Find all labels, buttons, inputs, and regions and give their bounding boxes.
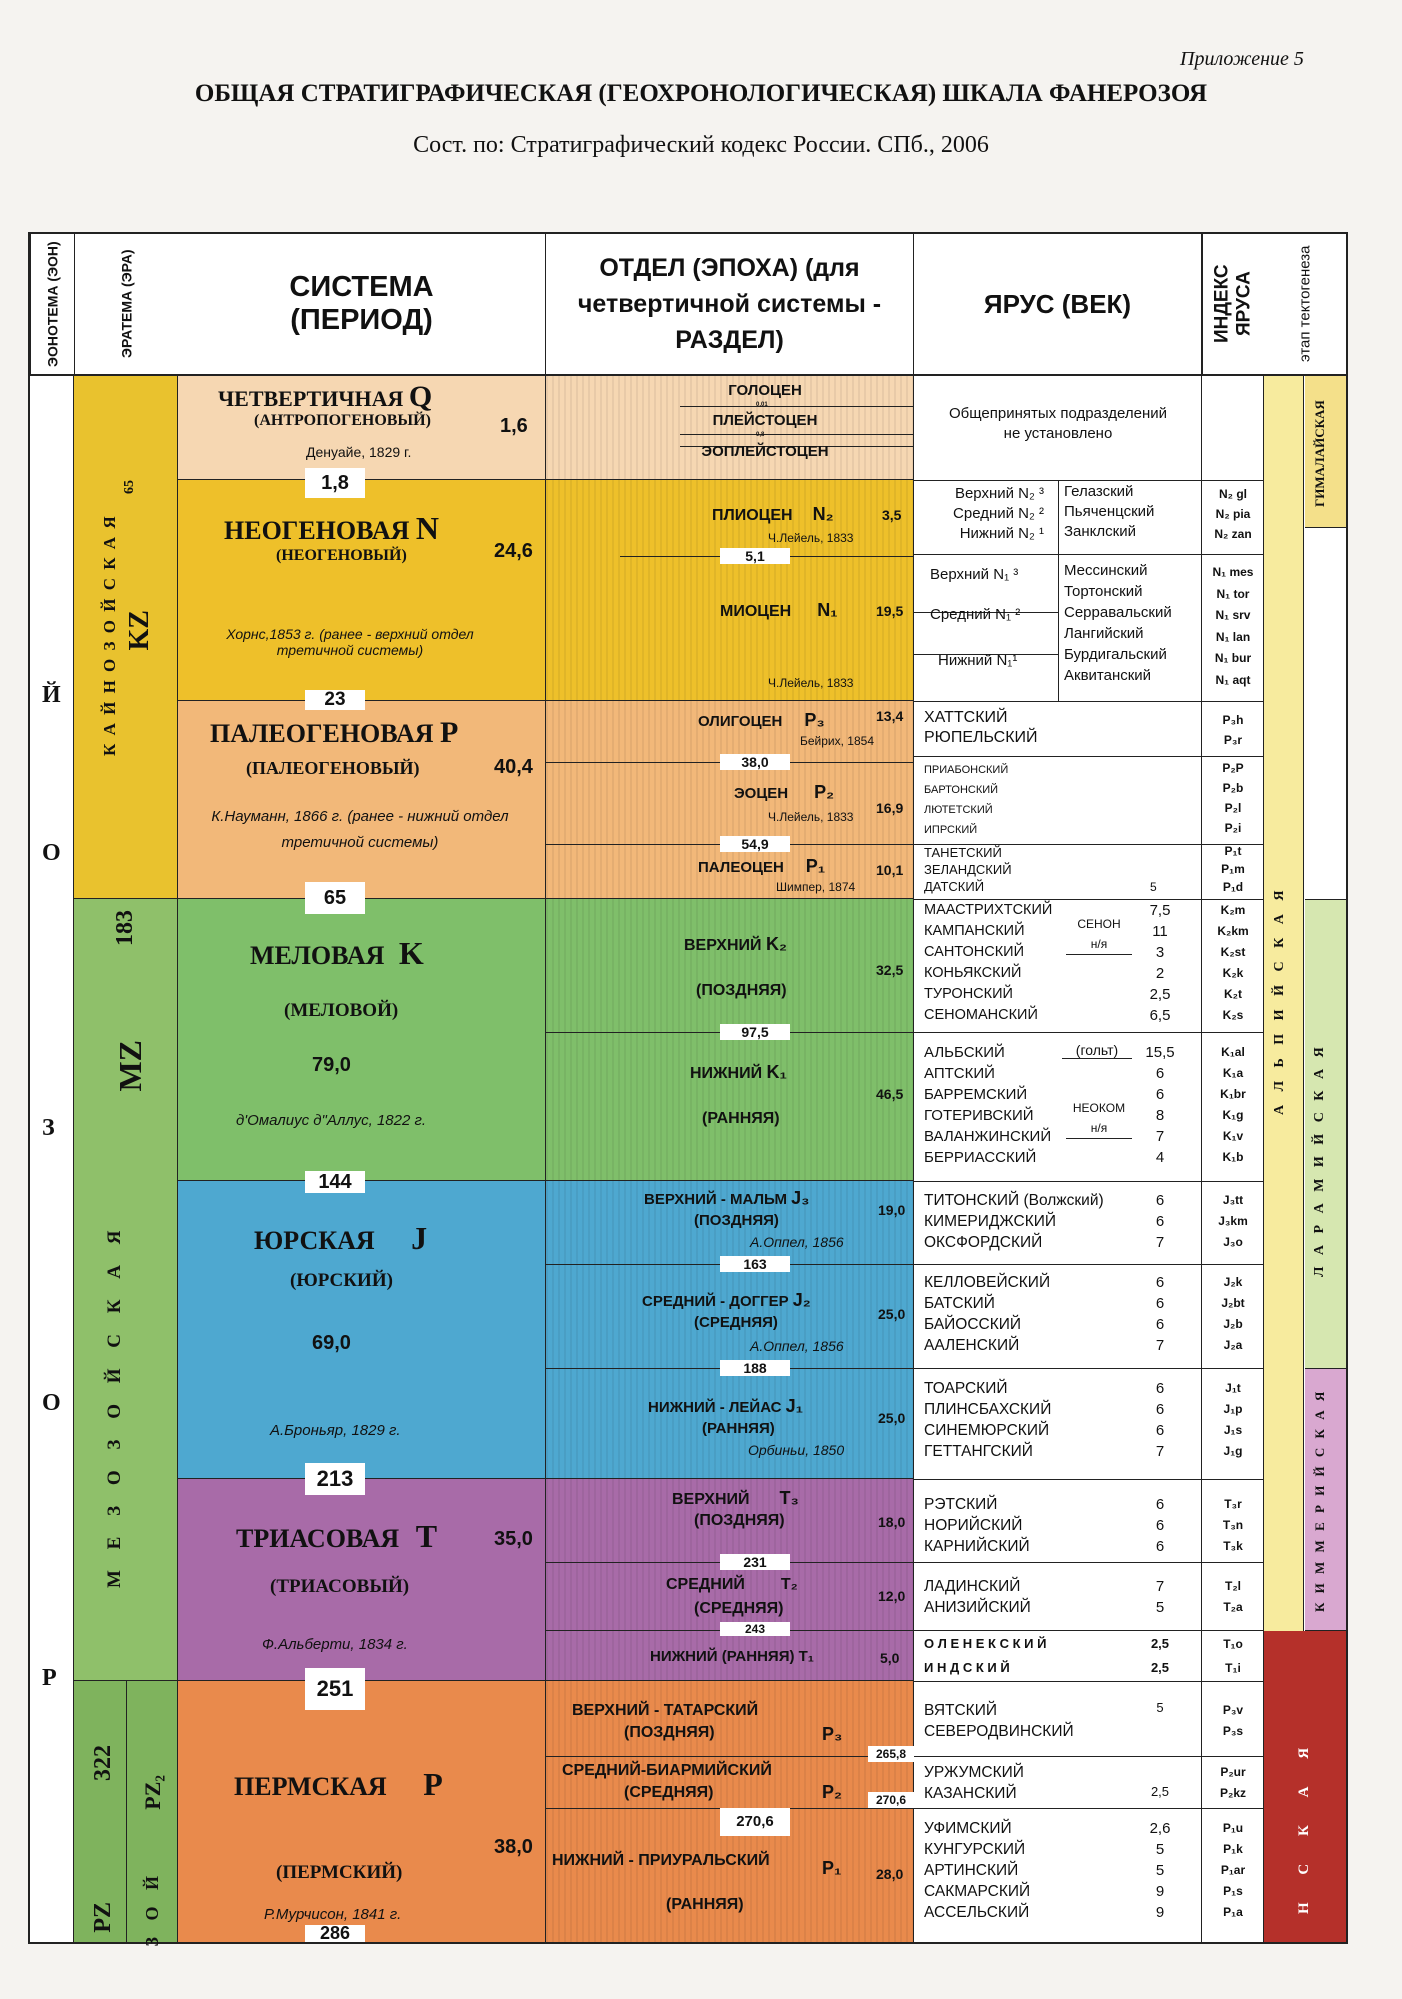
- system-permian-duration: 38,0: [494, 1836, 533, 1858]
- boundary-270-6-side: 270,6: [868, 1792, 914, 1808]
- series-t2-sub: (СРЕДНЯЯ): [694, 1600, 784, 1617]
- series-t2-dur: 12,0: [878, 1588, 906, 1604]
- series-k2-sub: (ПОЗДНЯЯ): [696, 982, 787, 999]
- index-p1: P₁t P₁m P₁d: [1221, 844, 1245, 894]
- series-paleocene: ПАЛЕОЦЕН P₁: [698, 856, 826, 876]
- series-eocene: ЭОЦЕН P₂: [734, 782, 835, 802]
- stage-neocom: НЕОКОМ н/я: [1066, 1098, 1132, 1139]
- stage-p3p-dur: 5: [1156, 1700, 1164, 1715]
- stage-n1-lower: Нижний N₁¹: [938, 652, 1018, 669]
- stage-p3: ХАТТСКИЙ РЮПЕЛЬСКИЙ: [924, 709, 1038, 746]
- page-subtitle: Сост. по: Стратиграфический кодекс России. СПб., 2006: [413, 132, 989, 158]
- era-mesozoic-name: М Е З О З О Й С К А Я: [104, 1222, 125, 1588]
- stage-p1-dur: 5: [1150, 880, 1157, 894]
- stage-j3: ТИТОНСКИЙ (Волжский) КИМЕРИДЖСКИЙ ОКСФОРДСКИЙ: [924, 1192, 1104, 1251]
- series-k1: НИЖНИЙ K₁: [690, 1062, 787, 1082]
- series-j2: СРЕДНИЙ - ДОГГЕР J₂: [642, 1290, 811, 1310]
- series-miocene: МИОЦЕН N₁: [720, 600, 838, 620]
- series-j1-dur: 25,0: [878, 1410, 906, 1426]
- system-quaternary-sub: (АНТРОПОГЕНОВЫЙ): [254, 412, 431, 429]
- series-eocene-dur: 16,9: [876, 800, 904, 816]
- stage-n1-stages: Мессинский Тортонский Серравальский Лангийский Бурдигальский Аквитанский: [1064, 562, 1172, 684]
- header-system: СИСТЕМА (ПЕРИОД): [178, 234, 546, 374]
- era-paleozoic-age: 322: [90, 1745, 116, 1781]
- header-tectonic: этап тектогенеза: [1296, 245, 1314, 363]
- boundary-251: 251: [305, 1668, 365, 1710]
- stage-p1: ТАНЕТСКИЙ ЗЕЛАНДСКИЙ ДАТСКИЙ: [924, 845, 1012, 894]
- boundary-144: 144: [305, 1171, 365, 1193]
- tectonic-laramide: Л А Р А М И Й С К А Я: [1312, 1043, 1327, 1277]
- stage-k1: АЛЬБСКИЙ АПТСКИЙ БАРРЕМСКИЙ ГОТЕРИВСКИЙ ВАЛАНЖИНСКИЙ БЕРРИАССКИЙ: [924, 1044, 1052, 1166]
- boundary-286: 286: [305, 1925, 365, 1942]
- stage-p3p: ВЯТСКИЙ СЕВЕРОДВИНСКИЙ: [924, 1702, 1074, 1740]
- series-eocene-author: Ч.Лейель, 1833: [768, 810, 854, 824]
- index-p2p: P₂ur P₂kz: [1219, 1765, 1246, 1800]
- boundary-1-8: 1,8: [305, 468, 365, 498]
- stage-t1: О Л Е Н Е К С К И Й И Н Д С К И Й: [924, 1636, 1047, 1675]
- series-pliocene-dur: 3,5: [882, 507, 902, 523]
- system-paleogene-sub: (ПАЛЕОГЕНОВЫЙ): [246, 758, 420, 778]
- series-miocene-author: Ч.Лейель, 1833: [768, 676, 854, 690]
- index-n2: N₂ gl N₂ pia N₂ zan: [1214, 487, 1252, 541]
- system-permian-author: Р.Мурчисон, 1841 г.: [264, 1906, 402, 1923]
- index-p3p: P₃v P₃s: [1222, 1703, 1244, 1738]
- series-p3-sym: P₃: [822, 1724, 843, 1744]
- boundary-97-5: 97,5: [720, 1024, 790, 1040]
- system-triassic-name: ТРИАСОВАЯ T: [236, 1518, 438, 1554]
- series-p1-sym: P₁: [822, 1858, 842, 1878]
- stage-n2-substages: Верхний N₂ ³ Средний N₂ ² Нижний N₂ ¹: [953, 485, 1044, 542]
- index-p3: P₃h P₃r: [1222, 713, 1244, 747]
- series-miocene-dur: 19,5: [876, 603, 904, 619]
- index-p2: P₂P P₂b P₂l P₂i: [1222, 761, 1244, 835]
- era-mesozoic-age: 183: [112, 910, 138, 946]
- stage-gault: (гольт): [1062, 1042, 1132, 1059]
- stage-senon: СЕНОН н/я: [1066, 914, 1132, 955]
- series-j3-author: А.Оппел, 1856: [750, 1234, 844, 1250]
- system-neogene-duration: 24,6: [494, 540, 533, 562]
- series-t2: СРЕДНИЙ T₂: [666, 1576, 798, 1593]
- system-neogene-sub: (НЕОГЕНОВЫЙ): [276, 547, 407, 564]
- index-n1: N₁ mes N₁ tor N₁ srv N₁ lan N₁ bur N₁ aqt: [1212, 565, 1254, 687]
- stage-p2p: УРЖУМСКИЙ КАЗАНСКИЙ: [924, 1764, 1024, 1802]
- stage-t3: РЭТСКИЙ НОРИЙСКИЙ КАРНИЙСКИЙ: [924, 1496, 1030, 1555]
- series-k2: ВЕРХНИЙ K₂: [684, 934, 787, 954]
- series-p1-dur: 28,0: [876, 1866, 904, 1882]
- era-cenozoic-age: 65: [122, 480, 137, 494]
- stage-k2-dur: 7,5 11 3 2 2,5 6,5: [1149, 902, 1171, 1024]
- system-paleogene-name: ПАЛЕОГЕНОВАЯ P: [210, 716, 459, 749]
- series-oligocene: ОЛИГОЦЕН P₃: [698, 710, 825, 730]
- stage-n1-middle: Средний N₁ ²: [930, 606, 1021, 623]
- stage-p2p-dur: 2,5: [1150, 1784, 1170, 1799]
- system-paleogene-author: К.Науманн, 1866 г. (ранее - нижний отдел третичной системы): [211, 808, 509, 851]
- boundary-265-8: 265,8: [868, 1746, 914, 1762]
- system-jurassic-duration: 69,0: [312, 1332, 351, 1354]
- era-paleozoic-sub: PZ₂: [140, 1775, 165, 1810]
- era-paleozoic-code: PZ: [90, 1902, 116, 1933]
- series-j1: НИЖНИЙ - ЛЕЙАС J₁: [648, 1396, 804, 1416]
- era-mesozoic: [74, 899, 178, 1681]
- series-p2-sym: P₂: [822, 1782, 843, 1802]
- system-neogene-name: НЕОГЕНОВАЯ N: [224, 510, 439, 546]
- series-p3-sub: (ПОЗДНЯЯ): [624, 1724, 715, 1741]
- era-cenozoic-code: KZ: [124, 610, 155, 651]
- tectonic-alpine: А Л Ь П И Й С К А Я: [1272, 885, 1287, 1115]
- boundary-163: 163: [720, 1256, 790, 1272]
- stage-t2-dur: 7 5: [1155, 1578, 1165, 1616]
- series-t1-dur: 5,0: [880, 1650, 900, 1666]
- eon-letter-3: З: [42, 1115, 55, 1141]
- series-oligocene-author: Бейрих, 1854: [800, 734, 874, 748]
- system-quaternary-name: ЧЕТВЕРТИЧНАЯ Q: [218, 380, 433, 413]
- series-t3: ВЕРХНИЙ T₃: [672, 1488, 799, 1508]
- series-pliocene-author: Ч.Лейель, 1833: [768, 531, 854, 545]
- boundary-243: 243: [720, 1622, 790, 1636]
- stage-p1p: УФИМСКИЙ КУНГУРСКИЙ АРТИНСКИЙ САКМАРСКИЙ АССЕЛЬСКИЙ: [924, 1820, 1031, 1921]
- system-jurassic-author: А.Броньяр, 1829 г.: [270, 1422, 401, 1439]
- system-cretaceous-author: д'Омалиус д"Аллус, 1822 г.: [236, 1112, 427, 1129]
- system-jurassic-sub: (ЮРСКИЙ): [290, 1270, 393, 1291]
- eon-letter-2: О: [42, 840, 61, 866]
- stage-p1p-dur: 2,6 5 5 9 9: [1149, 1820, 1171, 1921]
- series-paleocene-author: Шимпер, 1874: [776, 880, 856, 894]
- series-k1-sub: (РАННЯЯ): [702, 1110, 780, 1127]
- stage-n2-stages: Гелазский Пьяченцский Занклский: [1064, 483, 1155, 540]
- stage-quaternary-note: Общепринятых подразделений не установлено: [948, 405, 1168, 442]
- series-paleocene-dur: 10,1: [876, 862, 904, 878]
- system-cretaceous-duration: 79,0: [312, 1054, 351, 1076]
- boundary-213: 213: [305, 1463, 365, 1495]
- series-k2-dur: 32,5: [876, 962, 904, 978]
- eon-letter-5: Р: [42, 1665, 57, 1691]
- series-p1-sub: (РАННЯЯ): [666, 1896, 744, 1913]
- index-k2: K₂m K₂km K₂st K₂k K₂t K₂s: [1217, 903, 1249, 1022]
- series-q-small2: 0,8: [756, 432, 765, 438]
- header-eonothem: ЭОНОТЕМА (ЭОН): [30, 234, 74, 374]
- system-permian-name: ПЕРМСКАЯ P: [234, 1766, 443, 1802]
- system-cretaceous-sub: (МЕЛОВОЙ): [284, 1000, 399, 1021]
- series-eopleistocene: ЭОПЛЕЙСТОЦЕН: [701, 443, 829, 460]
- stage-j2: КЕЛЛОВЕЙСКИЙ БАТСКИЙ БАЙОССКИЙ ААЛЕНСКИЙ: [924, 1274, 1051, 1354]
- system-cretaceous-name: МЕЛОВАЯ K: [250, 935, 424, 971]
- series-oligocene-dur: 13,4: [876, 708, 904, 724]
- boundary-38: 38,0: [720, 754, 790, 770]
- system-triassic-duration: 35,0: [494, 1528, 533, 1550]
- series-pliocene: ПЛИОЦЕН N₂: [712, 504, 834, 524]
- boundary-23: 23: [305, 690, 365, 710]
- boundary-270-6: 270,6: [720, 1808, 790, 1836]
- boundary-188: 188: [720, 1360, 790, 1376]
- series-t1: НИЖНИЙ (РАННЯЯ) T₁: [650, 1648, 815, 1665]
- index-t3: T₃r T₃n T₃k: [1222, 1497, 1244, 1553]
- series-j2-author: А.Оппел, 1856: [750, 1338, 844, 1354]
- stage-p2: ПРИАБОНСКИЙ БАРТОНСКИЙ ЛЮТЕТСКИЙ ИПРСКИЙ: [924, 764, 1009, 836]
- tectonic-hercynian: Н С К А Я: [1296, 1735, 1312, 1915]
- header-stage: ЯРУС (ВЕК): [914, 234, 1202, 374]
- tectonic-himalayan: ГИМАЛАЙСКАЯ: [1312, 400, 1327, 508]
- eon-letter-4: О: [42, 1390, 61, 1416]
- header-index: ИНДЕКС ЯРУСА: [1202, 234, 1264, 374]
- stage-t1-dur: 2,5 2,5: [1150, 1636, 1170, 1675]
- series-j1-author: Орбиньи, 1850: [748, 1442, 845, 1458]
- system-triassic-sub: (ТРИАСОВЫЙ): [270, 1576, 410, 1597]
- era-paleozoic-name: З О Й: [142, 1870, 162, 1947]
- era-cenozoic-name: К А Й Н О З О Й С К А Я: [100, 514, 119, 756]
- stage-j2-dur: 6 6 6 7: [1155, 1274, 1165, 1354]
- system-permian: [178, 1681, 546, 1942]
- series-k1-dur: 46,5: [876, 1086, 904, 1102]
- stage-j1: ТОАРСКИЙ ПЛИНСБАХСКИЙ СИНЕМЮРСКИЙ ГЕТТАНГСКИЙ: [924, 1380, 1052, 1460]
- series-q-small1: 0,01: [756, 402, 768, 408]
- page-title: ОБЩАЯ СТРАТИГРАФИЧЕСКАЯ (ГЕОХРОНОЛОГИЧЕСКАЯ) ШКАЛА ФАНЕРОЗОЯ: [194, 80, 1208, 107]
- tectonic-cimmerian: К И М М Е Р И Й С К А Я: [1312, 1388, 1327, 1612]
- system-triassic-author: Ф.Альберти, 1834 г.: [262, 1636, 408, 1653]
- system-permian-sub: (ПЕРМСКИЙ): [276, 1862, 403, 1883]
- series-holocene: ГОЛОЦЕН: [728, 382, 802, 399]
- series-pleistocene: ПЛЕЙСТОЦЕН: [712, 412, 818, 429]
- header-series: ОТДЕЛ (ЭПОХА) (для четвертичной системы - РАЗДЕЛ): [546, 234, 914, 374]
- series-j3: ВЕРХНИЙ - МАЛЬМ J₃: [644, 1188, 810, 1208]
- stage-k2: МААСТРИХТСКИЙ КАМПАНСКИЙ САНТОНСКИЙ КОНЬЯКСКИЙ ТУРОНСКИЙ СЕНОМАНСКИЙ: [924, 902, 1053, 1023]
- series-j2-dur: 25,0: [878, 1306, 906, 1322]
- stage-j1-dur: 6 6 6 7: [1155, 1380, 1165, 1460]
- stage-k1-dur: 15,5 6 6 8 7 4: [1145, 1044, 1175, 1166]
- series-t3-sub: (ПОЗДНЯЯ): [694, 1512, 785, 1529]
- boundary-231: 231: [720, 1554, 790, 1570]
- stage-t3-dur: 6 6 6: [1155, 1496, 1165, 1555]
- index-j3: J₃tt J₃km J₃o: [1218, 1193, 1248, 1249]
- series-j2-sub: (СРЕДНЯЯ): [694, 1314, 778, 1331]
- series-t3-dur: 18,0: [878, 1514, 906, 1530]
- index-p1p: P₁u P₁k P₁ar P₁s P₁a: [1220, 1821, 1246, 1919]
- index-k1: K₁al K₁a K₁br K₁g K₁v K₁b: [1220, 1045, 1246, 1164]
- boundary-5-1: 5,1: [720, 548, 790, 564]
- eon-letter-1: Й: [42, 682, 61, 708]
- stage-n1-upper: Верхний N₁ ³: [930, 566, 1019, 583]
- index-t1: T₁o T₁i: [1223, 1637, 1243, 1675]
- stage-j3-dur: 6 6 7: [1155, 1192, 1165, 1251]
- series-j3-sub: (ПОЗДНЯЯ): [694, 1212, 779, 1229]
- system-jurassic-name: ЮРСКАЯ J: [254, 1220, 428, 1256]
- series-j1-sub: (РАННЯЯ): [702, 1420, 775, 1437]
- system-quaternary-duration: 1,6: [500, 415, 528, 437]
- index-j1: J₁t J₁p J₁s J₁g: [1223, 1381, 1243, 1458]
- system-paleogene-duration: 40,4: [494, 756, 533, 778]
- series-p2-sub: (СРЕДНЯЯ): [624, 1784, 714, 1801]
- era-mesozoic-code: MZ: [112, 1040, 148, 1092]
- boundary-65: 65: [305, 882, 365, 914]
- index-t2: T₂l T₂a: [1223, 1579, 1243, 1614]
- boundary-54-9: 54,9: [720, 836, 790, 852]
- series-p2: СРЕДНИЙ-БИАРМИЙСКИЙ: [562, 1762, 772, 1779]
- system-quaternary-author: Денуайе, 1829 г.: [306, 444, 412, 460]
- series-p1: НИЖНИЙ - ПРИУРАЛЬСКИЙ: [552, 1852, 770, 1869]
- header-erathem: ЭРАТЕМА (ЭРА): [74, 234, 178, 374]
- appendix-label: Приложение 5: [1180, 48, 1304, 70]
- series-j3-dur: 19,0: [878, 1202, 906, 1218]
- series-p3: ВЕРХНИЙ - ТАТАРСКИЙ: [572, 1702, 759, 1719]
- index-j2: J₂k J₂bt J₂b J₂a: [1221, 1275, 1245, 1352]
- system-neogene-author: Хорнс,1853 г. (ранее - верхний отдел третичной системы): [226, 626, 474, 658]
- stage-t2: ЛАДИНСКИЙ АНИЗИЙСКИЙ: [924, 1578, 1031, 1616]
